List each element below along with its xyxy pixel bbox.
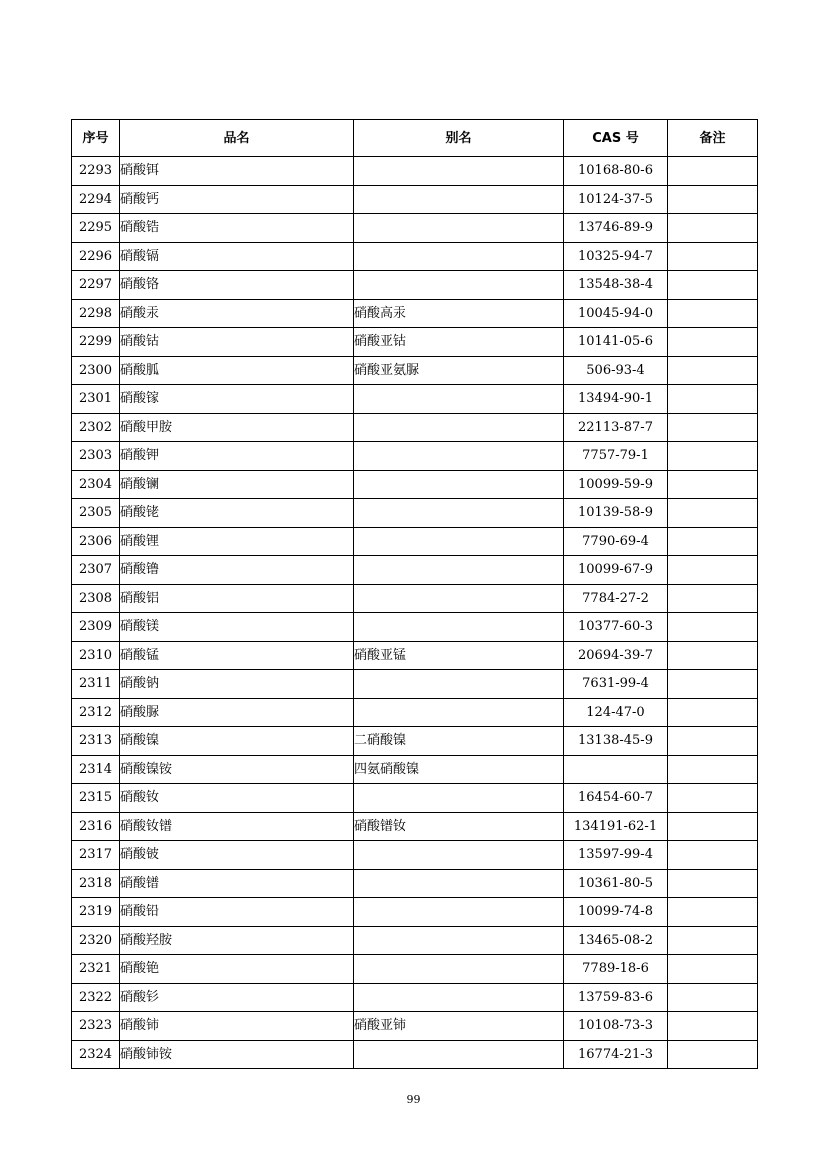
header-product-name: 品名: [120, 120, 354, 157]
cell-alias: [354, 784, 564, 813]
cell-product-name: 硝酸钠: [120, 670, 354, 699]
cell-alias: [354, 527, 564, 556]
cell-alias: [354, 584, 564, 613]
cell-alias: [354, 613, 564, 642]
cell-cas-number: 10139-58-9: [564, 499, 668, 528]
cell-alias: [354, 499, 564, 528]
cell-serial-number: 2300: [72, 356, 120, 385]
cell-remarks: [668, 157, 758, 186]
cell-remarks: [668, 869, 758, 898]
cell-alias: 硝酸亚铈: [354, 1012, 564, 1041]
cell-cas-number: 13138-45-9: [564, 727, 668, 756]
cell-product-name: 硝酸钕: [120, 784, 354, 813]
cell-product-name: 硝酸镧: [120, 470, 354, 499]
table-row: [72, 955, 758, 984]
cell-remarks: [668, 613, 758, 642]
cell-serial-number: 2318: [72, 869, 120, 898]
cell-product-name: 硝酸脲: [120, 698, 354, 727]
cell-alias: [354, 869, 564, 898]
cell-cas-number: 13746-89-9: [564, 214, 668, 243]
cell-remarks: [668, 499, 758, 528]
cell-remarks: [668, 556, 758, 585]
cell-product-name: 硝酸钾: [120, 442, 354, 471]
cell-product-name: 硝酸汞: [120, 299, 354, 328]
cell-serial-number: 2313: [72, 727, 120, 756]
cell-product-name: 硝酸镍铵: [120, 755, 354, 784]
cell-cas-number: 10099-74-8: [564, 898, 668, 927]
cell-serial-number: 2301: [72, 385, 120, 414]
cell-serial-number: 2319: [72, 898, 120, 927]
cell-cas-number: 10168-80-6: [564, 157, 668, 186]
cell-serial-number: 2299: [72, 328, 120, 357]
cell-remarks: [668, 955, 758, 984]
table-row: [72, 299, 758, 328]
cell-serial-number: 2295: [72, 214, 120, 243]
cell-serial-number: 2294: [72, 185, 120, 214]
cell-alias: 四氨硝酸镍: [354, 755, 564, 784]
cell-cas-number: 7790-69-4: [564, 527, 668, 556]
cell-cas-number: 13548-38-4: [564, 271, 668, 300]
cell-alias: 硝酸亚锰: [354, 641, 564, 670]
table-row: [72, 641, 758, 670]
cell-alias: [354, 955, 564, 984]
header-alias: 别名: [354, 120, 564, 157]
cell-cas-number: 22113-87-7: [564, 413, 668, 442]
cell-cas-number: 16774-21-3: [564, 1040, 668, 1069]
cell-remarks: [668, 641, 758, 670]
cell-cas-number: 10099-67-9: [564, 556, 668, 585]
cell-serial-number: 2303: [72, 442, 120, 471]
cell-product-name: 硝酸铬: [120, 271, 354, 300]
cell-cas-number: 7757-79-1: [564, 442, 668, 471]
cell-alias: [354, 271, 564, 300]
cell-alias: [354, 470, 564, 499]
cell-product-name: 硝酸钙: [120, 185, 354, 214]
header-remarks: 备注: [668, 120, 758, 157]
page-number: 99: [406, 1093, 421, 1106]
cell-serial-number: 2324: [72, 1040, 120, 1069]
table-row: [72, 157, 758, 186]
cell-cas-number: 10141-05-6: [564, 328, 668, 357]
cell-alias: [354, 926, 564, 955]
table-body: [72, 157, 758, 1069]
table-row: [72, 442, 758, 471]
table-row: [72, 812, 758, 841]
table-row: [72, 784, 758, 813]
cell-product-name: 硝酸镍: [120, 727, 354, 756]
cell-serial-number: 2296: [72, 242, 120, 271]
cell-remarks: [668, 328, 758, 357]
cell-remarks: [668, 413, 758, 442]
header-serial-number: 序号: [72, 120, 120, 157]
cell-remarks: [668, 926, 758, 955]
cell-alias: [354, 841, 564, 870]
cell-alias: [354, 242, 564, 271]
cell-cas-number: 10099-59-9: [564, 470, 668, 499]
cell-product-name: 硝酸锆: [120, 214, 354, 243]
cell-serial-number: 2311: [72, 670, 120, 699]
cell-serial-number: 2317: [72, 841, 120, 870]
cell-cas-number: 10325-94-7: [564, 242, 668, 271]
table-row: [72, 356, 758, 385]
cell-cas-number: 7789-18-6: [564, 955, 668, 984]
cell-cas-number: 10108-73-3: [564, 1012, 668, 1041]
cell-cas-number: 506-93-4: [564, 356, 668, 385]
table-row: [72, 185, 758, 214]
cell-product-name: 硝酸镉: [120, 242, 354, 271]
cell-product-name: 硝酸甲胺: [120, 413, 354, 442]
table-row: [72, 869, 758, 898]
cell-product-name: 硝酸镁: [120, 613, 354, 642]
table-row: [72, 470, 758, 499]
cell-remarks: [668, 356, 758, 385]
cell-serial-number: 2305: [72, 499, 120, 528]
cell-remarks: [668, 898, 758, 927]
table-row: [72, 328, 758, 357]
table-row: [72, 727, 758, 756]
cell-serial-number: 2321: [72, 955, 120, 984]
cell-product-name: 硝酸钕镨: [120, 812, 354, 841]
cell-alias: [354, 385, 564, 414]
cell-remarks: [668, 1012, 758, 1041]
cell-cas-number: 134191-62-1: [564, 812, 668, 841]
table-row: [72, 242, 758, 271]
cell-remarks: [668, 812, 758, 841]
cell-alias: [354, 1040, 564, 1069]
cell-remarks: [668, 271, 758, 300]
cell-serial-number: 2293: [72, 157, 120, 186]
cell-serial-number: 2302: [72, 413, 120, 442]
cell-product-name: 硝酸镓: [120, 385, 354, 414]
cell-cas-number: 20694-39-7: [564, 641, 668, 670]
cell-cas-number: 13597-99-4: [564, 841, 668, 870]
cell-remarks: [668, 755, 758, 784]
cell-serial-number: 2309: [72, 613, 120, 642]
cell-alias: 硝酸镨钕: [354, 812, 564, 841]
cell-product-name: 硝酸铈: [120, 1012, 354, 1041]
cell-product-name: 硝酸锂: [120, 527, 354, 556]
cell-alias: [354, 185, 564, 214]
cell-alias: [354, 214, 564, 243]
cell-serial-number: 2315: [72, 784, 120, 813]
cell-alias: [354, 898, 564, 927]
cell-product-name: 硝酸铒: [120, 157, 354, 186]
cell-serial-number: 2306: [72, 527, 120, 556]
cell-remarks: [668, 670, 758, 699]
cell-product-name: 硝酸铑: [120, 499, 354, 528]
cell-cas-number: 16454-60-7: [564, 784, 668, 813]
cell-cas-number: 13759-83-6: [564, 983, 668, 1012]
table-row: [72, 841, 758, 870]
table-row: [72, 214, 758, 243]
cell-serial-number: 2312: [72, 698, 120, 727]
cell-alias: 硝酸亚钴: [354, 328, 564, 357]
table-row: [72, 499, 758, 528]
cell-remarks: [668, 385, 758, 414]
cell-alias: [354, 413, 564, 442]
cell-serial-number: 2297: [72, 271, 120, 300]
cell-product-name: 硝酸镥: [120, 556, 354, 585]
table-row: [72, 755, 758, 784]
cell-product-name: 硝酸铍: [120, 841, 354, 870]
cell-cas-number: [564, 755, 668, 784]
table-row: [72, 926, 758, 955]
table-row: [72, 670, 758, 699]
cell-alias: [354, 157, 564, 186]
table-row: [72, 385, 758, 414]
cell-product-name: 硝酸锰: [120, 641, 354, 670]
cell-serial-number: 2314: [72, 755, 120, 784]
cell-serial-number: 2323: [72, 1012, 120, 1041]
cell-serial-number: 2308: [72, 584, 120, 613]
table-row: [72, 1012, 758, 1041]
table-row: [72, 584, 758, 613]
cell-product-name: 硝酸铝: [120, 584, 354, 613]
cell-alias: 硝酸高汞: [354, 299, 564, 328]
cell-alias: [354, 983, 564, 1012]
cell-remarks: [668, 841, 758, 870]
table-row: [72, 527, 758, 556]
cell-remarks: [668, 470, 758, 499]
cell-cas-number: 7784-27-2: [564, 584, 668, 613]
cell-remarks: [668, 1040, 758, 1069]
cell-alias: [354, 442, 564, 471]
cell-product-name: 硝酸钐: [120, 983, 354, 1012]
cell-product-name: 硝酸镨: [120, 869, 354, 898]
cell-product-name: 硝酸钴: [120, 328, 354, 357]
cell-remarks: [668, 299, 758, 328]
table-row: [72, 698, 758, 727]
table-row: [72, 613, 758, 642]
table-row: [72, 413, 758, 442]
cell-alias: [354, 670, 564, 699]
cell-alias: 二硝酸镍: [354, 727, 564, 756]
cell-serial-number: 2304: [72, 470, 120, 499]
cell-remarks: [668, 242, 758, 271]
cell-product-name: 硝酸铈铵: [120, 1040, 354, 1069]
cell-serial-number: 2298: [72, 299, 120, 328]
cell-remarks: [668, 698, 758, 727]
cell-cas-number: 124-47-0: [564, 698, 668, 727]
cell-alias: [354, 556, 564, 585]
table-row: [72, 271, 758, 300]
cell-cas-number: 13494-90-1: [564, 385, 668, 414]
cell-product-name: 硝酸铯: [120, 955, 354, 984]
cell-remarks: [668, 983, 758, 1012]
header-cas-number: CAS 号: [564, 120, 668, 157]
cell-product-name: 硝酸胍: [120, 356, 354, 385]
table-row: [72, 556, 758, 585]
cell-remarks: [668, 527, 758, 556]
cell-cas-number: 10361-80-5: [564, 869, 668, 898]
table-row: [72, 1040, 758, 1069]
cell-serial-number: 2322: [72, 983, 120, 1012]
cell-remarks: [668, 727, 758, 756]
cell-cas-number: 13465-08-2: [564, 926, 668, 955]
cell-remarks: [668, 214, 758, 243]
cell-remarks: [668, 784, 758, 813]
cell-serial-number: 2307: [72, 556, 120, 585]
table-row: [72, 898, 758, 927]
cell-cas-number: 10045-94-0: [564, 299, 668, 328]
cell-product-name: 硝酸铅: [120, 898, 354, 927]
cell-serial-number: 2310: [72, 641, 120, 670]
cell-remarks: [668, 185, 758, 214]
cell-alias: [354, 698, 564, 727]
table-header-row: [72, 120, 758, 157]
cell-cas-number: 10377-60-3: [564, 613, 668, 642]
cell-alias: 硝酸亚氨脲: [354, 356, 564, 385]
cell-remarks: [668, 584, 758, 613]
cell-cas-number: 7631-99-4: [564, 670, 668, 699]
table-row: [72, 983, 758, 1012]
cell-product-name: 硝酸羟胺: [120, 926, 354, 955]
cell-serial-number: 2316: [72, 812, 120, 841]
cell-remarks: [668, 442, 758, 471]
cell-serial-number: 2320: [72, 926, 120, 955]
chemical-table: [71, 119, 758, 1069]
cell-cas-number: 10124-37-5: [564, 185, 668, 214]
